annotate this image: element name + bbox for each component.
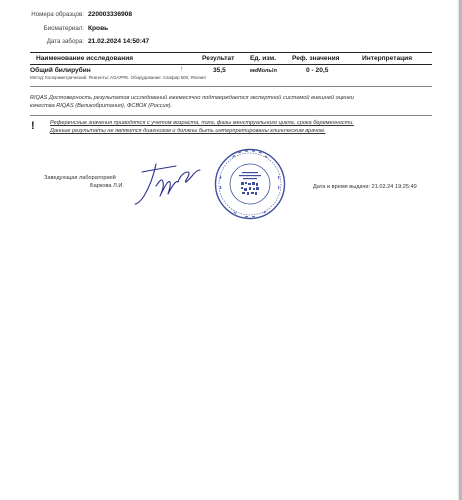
collection-date-value: 21.02.2024 14:50:47 (88, 38, 150, 45)
up-arrow-icon: ↑ (180, 65, 184, 73)
results-table (30, 52, 432, 75)
sample-number-label: Номера образцов: (31, 11, 84, 18)
disclaimer-line-2: Данные результаты не являются диагнозом и должны быть интерпретированы клиническим врачом. (50, 128, 326, 134)
issued-datetime: Дата и время выдачи: 21.02.24 19:25:49 (313, 184, 417, 190)
biomaterial-row (30, 25, 108, 32)
header-unit: Ед. изм. (250, 54, 277, 62)
header-result: Результат (202, 54, 235, 62)
header-ref: Реф. значения (292, 54, 340, 62)
head-name: Баркова Л.И. (90, 183, 124, 189)
method-note: Метод: Колориметрический. Реагенты: AGAPPE. Оборудование: Сапфир 500, Япония (30, 75, 206, 80)
biomaterial-value: Кровь (88, 25, 109, 32)
header-name: Наименование исследования (36, 54, 134, 62)
test-unit: мкМоль/л (250, 67, 277, 74)
header-interpretation: Интерпретация (362, 54, 413, 62)
quality-statement (30, 94, 432, 110)
head-title: Заведующая лабораторией (44, 175, 116, 181)
divider (30, 115, 432, 116)
sample-number-value: 220003336908 (88, 11, 133, 18)
table-header (30, 52, 432, 65)
stamp-icon (212, 146, 288, 227)
disclaimer-line-1: Референсные значения приводятся с учетом возраста, пола, фазы менструального цикла, срока беременности. (50, 120, 354, 126)
divider (30, 86, 432, 87)
test-result: 35,5 (213, 66, 226, 74)
biomaterial-label: Биоматериал: (43, 25, 84, 32)
test-reference: 0 - 20,5 (306, 66, 329, 74)
signature-icon (132, 160, 204, 213)
quality-line-1: RIQAS Достоверность результатов исследований ежемесячно подтверждается экспертной системой внешней оценки (30, 95, 354, 101)
exclamation-icon: ! (31, 120, 35, 132)
sample-number-row (30, 11, 132, 18)
quality-line-2: качества RIQAS (Великобритания), ФСВОК (Россия). (30, 103, 173, 109)
collection-date-label: Дата забора: (46, 38, 84, 45)
collection-date-row (30, 38, 149, 45)
test-name: Общий билирубин (30, 66, 91, 74)
table-row (30, 65, 432, 75)
